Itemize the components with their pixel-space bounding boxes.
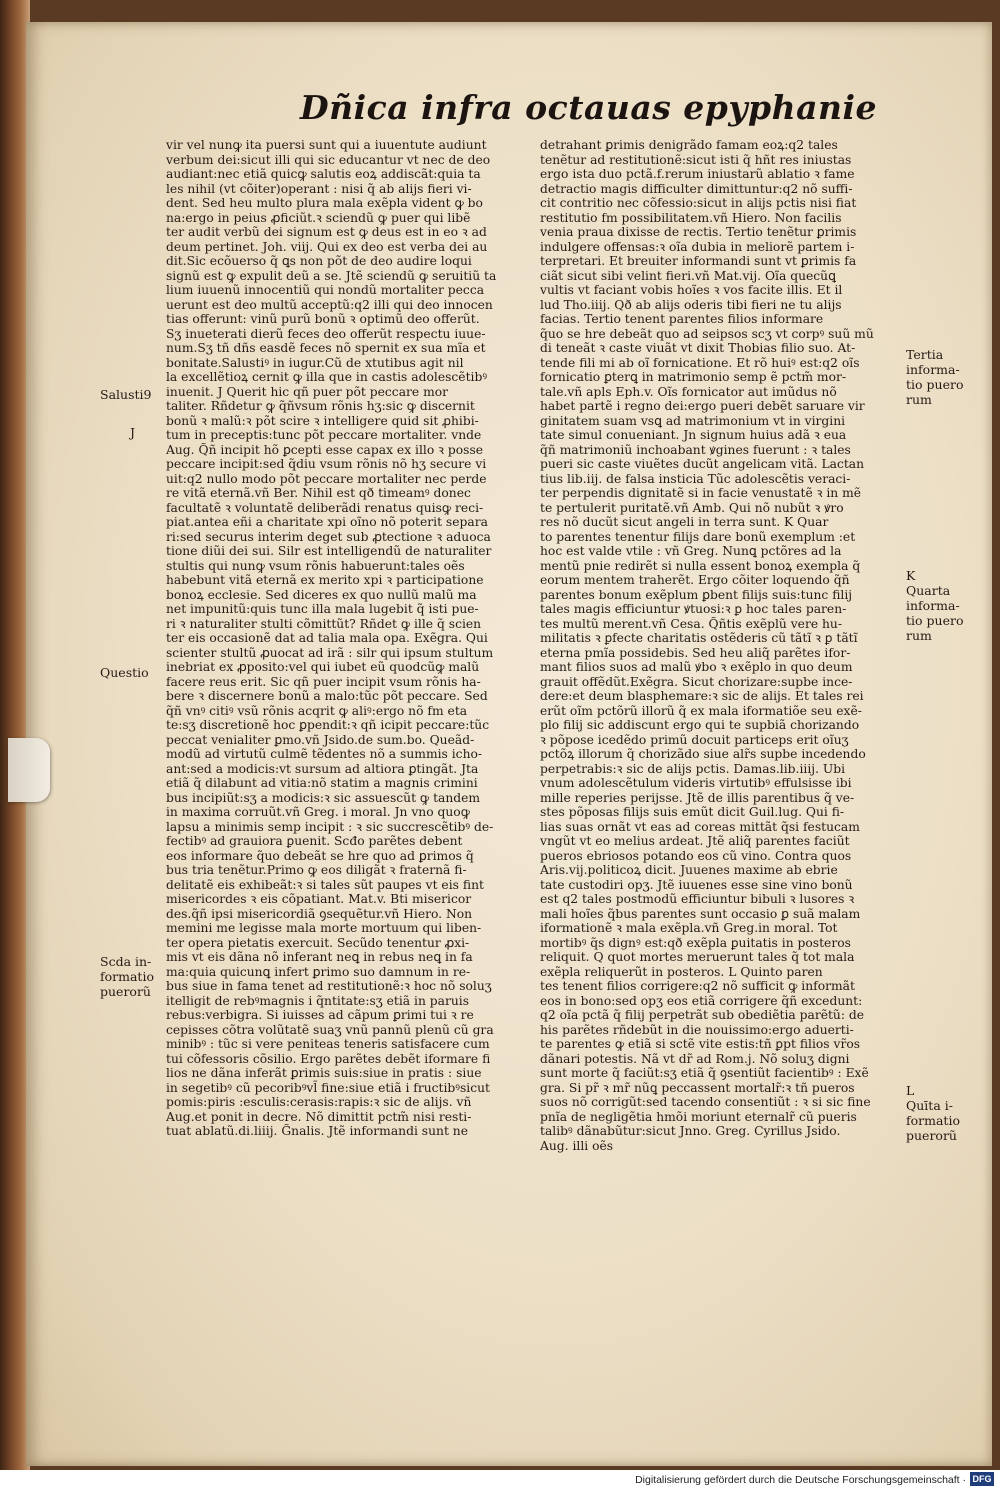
text-line: tui cõfessoris cõsilio. Ergo parẽtes debẽt iformare fi [166, 1051, 491, 1066]
margin-note-quarta-informatio: K Quarta informa- tio puero rum [906, 568, 964, 643]
text-line: tes tenent filios corrigere:q2 nõ sufficit ꝙ informãt [540, 979, 855, 993]
text-line: lud Tho.iiij. Qð ab alijs oderis tibi fieri ne tu alijs [540, 297, 842, 312]
text-line: lapsu a minimis semp incipit : ꝛ sic succrescẽtibꝰ de- [166, 819, 494, 834]
text-line: bonũ ꝛ malũ:ꝛ põt scire ꝛ intelligere quid sit ꝓhibi- [166, 413, 479, 428]
text-line: pueros ebriosos potando eos cũ vino. Contra quos [540, 848, 852, 863]
margin-note-secunda-informatio: Scda in- formatio puerorũ [100, 954, 154, 999]
text-line: inebriat ex ꝓposito:vel qui iubet eũ quodcũꝙ malũ [166, 660, 480, 674]
text-line: eos informare q̃uo debeãt se hre quo ad ꝑrimos q̃ [166, 848, 474, 863]
margin-note-tertia-informatio: Tertia informa- tio puero rum [906, 347, 964, 407]
text-line: vir vel nunꝙ ita puersi sunt qui a iuuentute audiunt [166, 138, 487, 152]
text-line: ergo ista duo pctã.f.rerum iniustarũ ablatio ꝛ fame [540, 167, 855, 181]
text-line: Aris.vij.politicoꝝ dicit. Juuenes maxime ab ebrie [540, 863, 838, 877]
text-line: bere ꝛ discernere bonũ a malo:tũc põt peccare. Sed [166, 689, 488, 703]
text-line: Aug. illi oẽs [540, 1138, 614, 1153]
margin-note-j: J [130, 425, 136, 440]
text-line: q2 oĩa pctã q̃ filij perpetrãt sub obediẽtia parẽtũ: de [540, 1008, 865, 1022]
text-line: les nihil (vt cõiter)operant : nisi q̃ ab alijs fieri vi- [166, 181, 472, 196]
text-line: stultis qui nunꝙ vsum rõnis habuerunt:tales oẽs [166, 558, 465, 573]
text-line: ma:quia quicunꝗ infert ꝑrimo suo damnum in re- [166, 964, 471, 979]
text-line: parentes bonum exẽplum ꝑbent filijs suis:tunc filij [540, 587, 853, 602]
text-line: tias offerunt: vinũ purũ bonũ ꝛ optimũ deo offerũt. [166, 312, 480, 326]
text-line: ter audit verbũ dei signum est ꝙ deus est in eo ꝛ ad [166, 225, 487, 239]
text-line: in segetibꝰ cũ pecoribꝰvl̃ fine:siue etiã i fructibꝰsicut [166, 1080, 490, 1095]
text-line: bonitate.Salustiꝰ in iugur.Cũ de xtutibus agit nil [166, 355, 464, 370]
text-line: delitatẽ eis exhibeãt:ꝛ si tales sũt paupes vt eis fint [166, 877, 484, 892]
text-line: inuenit. J Querit hic qñ puer põt peccare mor [166, 384, 449, 399]
text-line: eterna pmĩa possidebis. Sed heu aliq̃ parẽtes ifor- [540, 645, 851, 660]
text-line: perpetrabis:ꝛ sic de alijs pctis. Damas.lib.iiij. Ubi [540, 761, 846, 776]
text-line: vultis vt faciant vobis hoĩes ꝛ vos facite illis. Et il [540, 283, 843, 297]
text-line: tius lib.iij. de falsa insticia Tũc adolescẽtis veraci- [540, 471, 851, 486]
text-line: minibꝰ : tũc si vere peniteas teneris satisfacere cum [166, 1037, 490, 1051]
text-line: etiã q̃ dilabunt ad vitia:nõ statim a magnis crimini [166, 776, 478, 790]
text-line: mant filios suos ad malũ ꝟbo ꝛ exẽplo in quo deum [540, 660, 853, 674]
dfg-logo: DFG [970, 1472, 994, 1486]
text-line: ter eis occasionẽ dat ad talia mala opa. Exẽgra. Qui [166, 631, 488, 645]
text-line: dit.Sic ecõuerso q̃ ꝗs non põt de deo audire loqui [166, 254, 472, 268]
text-line: militatis ꝛ ꝑfecte charitatis ostẽderis cũ tãtĩ ꝛ ꝑ tãtĩ [540, 631, 858, 645]
text-line: ciãt sicut sibi velint fieri.vñ Mat.vij. Oĩa quecũꝗ [540, 268, 836, 283]
text-line: ri:sed securus interim deget sub ꝓtectione ꝛ aduoca [166, 529, 491, 544]
text-line: terpretari. Et breuiter informandi sunt vt ꝑrimis fa [540, 254, 857, 268]
text-line: te pertulerit puritatẽ.vñ Amb. Qui nõ nubũt ꝛ ꝟro [540, 500, 844, 515]
text-line: suos nõ corrigũt:sed tacendo consentiũt : ꝛ si sic fine [540, 1095, 871, 1109]
text-line: restitutio fm possibilitatem.vñ Hiero. Non facilis [540, 210, 842, 225]
text-line: fectibꝰ ad grauiora ꝑuenit. Scđo parẽtes debent [166, 834, 463, 848]
text-line: piat.antea eñi a charitate xpi oĩno nõ poterit separa [166, 515, 488, 529]
text-line: to parentes tenentur filijs dare bonũ exemplum :et [540, 529, 856, 544]
text-line: mortibꝰ q̃s dignꝰ est:qð exẽpla ꝑuitatis in posteros [540, 935, 851, 950]
text-line: memini me legisse mala morte mortuum qui liben- [166, 921, 482, 935]
text-line: pnĩa de negligẽtia hmõi moriunt eternalr̃ cũ pueris [540, 1109, 857, 1124]
text-line: di teneãt ꝛ caste viuãt vt dixit Thobias filio suo. At- [540, 341, 856, 355]
text-line: tende fili mi ab oĩ fornicatione. Et rõ huiꝰ est:q2 oĩs [540, 355, 860, 370]
text-line: tate simul conueniant. Jn signum huius adã ꝛ eua [540, 428, 847, 442]
text-line: q̃ñ matrimoniũ inchoabant ꝟgines fuerunt : ꝛ tales [540, 442, 851, 457]
text-line: itelligit de rebꝰmagnis i q̃ntitate:sʒ etiã in paruis [166, 993, 470, 1008]
text-line: taliter. Rñdetur ꝙ q̃ñvsum rõnis hʒ:sic ꝙ discernit [166, 399, 475, 413]
text-column-left [166, 138, 538, 1139]
text-line: detractio magis difficulter dimittuntur:q2 nõ suffi- [540, 181, 853, 196]
text-line: des.q̃ñ ipsi misericordiã ꝯsequẽtur.vñ Hiero. Non [166, 906, 473, 921]
text-line: lium iuuenũ innocentiũ qui nondũ mortaliter pecca [166, 283, 485, 297]
text-line: ri ꝛ naturaliter stulti cõmittũt? Rñdet ꝙ ille q̃ scien [166, 616, 482, 631]
text-line: Sʒ inueterati dierũ feces deo offerũt respectu iuue- [166, 326, 486, 341]
margin-note-salustius: Salusti9 [100, 387, 152, 402]
text-line: bus incipiũt:sʒ a modicis:ꝛ sic assuescũt ꝙ tandem [166, 790, 481, 805]
text-line: tale.vñ apls Eph.v. Oĩs fornicator aut imũdus nõ [540, 384, 837, 399]
text-line: q̃ñ vnꝰ citiꝰ vsũ rõnis acqrit ꝙ aliꝰ:ergo nõ fm eta [166, 703, 468, 718]
text-line: venia praua dixisse de rectis. Tertio tenẽtur ꝑrimis [540, 225, 857, 239]
text-line: tione diũi dei sui. Silr est intelligendũ de naturaliter [166, 544, 492, 558]
text-line: pomis:piris :esculis:cerasis:rapis:ꝛ sic de alijs. vñ [166, 1095, 472, 1109]
margin-note-quinta-informatio: L Quīta i- formatio puerorũ [906, 1083, 960, 1143]
text-line: bus siue in fama tenet ad restitutionẽ:ꝛ hoc nõ soluʒ [166, 979, 492, 993]
text-line: te parentes ꝙ etiã si sctẽ vite estis:tñ ꝑpt filios vr̃os [540, 1037, 861, 1051]
text-line: eorum mentem traherẽt. Ergo cõiter loquendo q̃ñ [540, 573, 850, 587]
text-column-right [540, 138, 908, 1153]
text-line: tate custodiri opʒ. Jtẽ iuuenes esse sine vino bonũ [540, 877, 853, 892]
text-line: erũt oĩm pctõrũ illorũ q̃ ex mala iformatiõe seu exẽ- [540, 703, 862, 718]
text-line: rebus:verbigra. Si iuisses ad cãpum ꝑrimi tui ꝛ re [166, 1008, 474, 1022]
text-line: deum pertinet. Joh. viij. Qui ex deo est verba dei au [166, 239, 488, 254]
text-line: iformationẽ ꝛ mala exẽpla.vñ Greg.in moral. Tot [540, 921, 838, 935]
text-line: ginitatem suam vsꝗ ad matrimonium vt in virgini [540, 413, 846, 428]
text-line: peccare incipit:sed q̃diu vsum rõnis nõ hʒ secure vi [166, 457, 487, 471]
text-line: cepisses cõtra volũtatẽ suaʒ vnũ pannũ plenũ cũ gra [166, 1022, 494, 1037]
text-line: bonoꝝ ecclesie. Sed diceres ex quo nullũ malũ ma [166, 587, 477, 602]
text-line: exẽpla reliquerũt in posteros. L Quinto paren [540, 964, 823, 979]
text-line: scienter stultũ ꝓuocat ad irã : silr qui ipsum stultum [166, 645, 494, 660]
text-line: his parẽtes rñdebũt in die nouissimo:ergo aduerti- [540, 1022, 854, 1037]
text-line: audiant:nec etiã quicꝙ salutis eoꝝ addiscãt:quia ta [166, 167, 481, 181]
text-line: mentũ pnie redirẽt si nulla essent bonoꝝ exempla q̃ [540, 558, 861, 573]
text-line: habebunt vitã eternã ex merito xpi ꝛ participatione [166, 573, 484, 587]
text-line: plo filij sic addiscunt ergo qui te supbiã chorizando [540, 718, 860, 732]
text-line: fornicatio ꝑterꝗ in matrimonio semp ẽ pctm̃ mor- [540, 370, 847, 384]
text-line: dãnari potestis. Nã vt dr̃ ad Rom.j. Nõ soluʒ digni [540, 1051, 850, 1066]
text-line: te:sʒ discretionẽ hoc ꝑpendit:ꝛ qñ icipit peccare:tũc [166, 718, 490, 732]
margin-note-questio: Questio [100, 665, 149, 680]
text-line: peccat venialiter ꝑmo.vñ Jsido.de sum.bo. Queãd- [166, 732, 475, 747]
text-line: facultatẽ ꝛ voluntatẽ deliberãdi renatus quisꝙ reci- [166, 500, 484, 515]
text-line: Aug.et ponit in decre. Nõ dimittit pctm̃ nisi resti- [166, 1109, 472, 1124]
text-line: bus tria tenẽtur.Primo ꝙ eos diligãt ꝛ fraternã fi- [166, 863, 467, 877]
text-line: mille reperies perijsse. Jtẽ de illis parentibus q̃ ve- [540, 790, 855, 805]
text-line: la excellẽtioꝝ cernit ꝙ illa que in castis adolescẽtibꝰ [166, 370, 488, 384]
text-line: na:ergo in peius ꝓficiũt.ꝛ sciendũ ꝙ puer qui libẽ [166, 210, 471, 225]
text-line: detrahant ꝑrimis denigrãdo famam eoꝝ:q2 tales [540, 138, 838, 152]
text-line: dent. Sed heu multo plura mala exẽpla vident ꝙ bo [166, 196, 483, 210]
text-line: mis vt eis dãna nõ inferant neꝗ in rebus neꝗ in fa [166, 950, 473, 964]
text-line: net impunitũ:quis tunc illa mala lugebit q̃ isti pue- [166, 602, 479, 616]
text-line: res nõ ducũt sicut angeli in terra sunt. K Quar [540, 515, 829, 529]
text-line: talibꝰ dãnabũtur:sicut Jnno. Greg. Cyrillus Jsido. [540, 1124, 841, 1138]
text-line: ter perpendis dignitatẽ si in facie venustatẽ ꝛ in mẽ [540, 486, 862, 500]
text-line: uit:q2 nullo modo põt peccare mortaliter nec perde [166, 471, 487, 486]
text-line: pctõꝝ illorum q̃ chorizãdo siue alr̃s supbe incedendo [540, 747, 866, 761]
text-line: est q2 tales postmodũ efficiuntur bibuli ꝛ lusores ꝛ [540, 892, 855, 906]
text-line: q̃uo se hre debeãt quo ad seipsos scʒ vt corpꝰ suũ mũ [540, 326, 874, 341]
text-line: num.Sʒ tñ dñs easdẽ feces nõ spernit ex sua mĩa et [166, 341, 486, 355]
text-line: ter opera pietatis exercuit. Secũdo tenentur ꝓxi- [166, 935, 470, 950]
text-line: mali hoĩes q̃bus parentes sunt occasio ꝑ suã malam [540, 906, 861, 921]
text-line: tales magis efficiuntur ꝟtuosi:ꝛ ꝑ hoc tales paren- [540, 602, 847, 616]
text-line: re vitã eternã.vñ Ber. Nihil est qð timeamꝰ donec [166, 486, 471, 500]
text-line: vngũt vt eo melius ardeat. Jtẽ aliq̃ parentes faciũt [540, 834, 850, 848]
text-line: tes multũ merent.vñ Cesa. Q̃ñtis exẽplũ vere hu- [540, 616, 843, 631]
text-line: sunt morte q̃ faciũt:sʒ etiã q̃ ꝯsentiũt facientibꝰ : Exẽ [540, 1066, 869, 1080]
text-line: lias suas ornãt vt eas ad coreas mittãt q̃si festucam [540, 819, 860, 834]
page-clip-marker [8, 738, 50, 802]
text-line: misericordes ꝛ eis cõpatiant. Mat.v. Bti misericor [166, 892, 472, 906]
text-line: grauit offẽdũt.Exẽgra. Sicut chorizare:supbe ince- [540, 674, 853, 689]
text-line: modũ ad virtutũ culmẽ tẽdentes nõ a summis icho- [166, 747, 483, 761]
text-line: pueri sic caste viuẽtes ducũt angelicam vitã. Lactan [540, 457, 865, 471]
text-line: gra. Si pr̃ ꝛ mr̃ nũꝗ peccassent mortalr̃:ꝛ tñ pueros [540, 1080, 855, 1095]
text-line: in maxima corruũt.vñ Greg. i moral. Jn vno quoꝙ [166, 805, 470, 819]
text-line: indulgere offensas:ꝛ oĩa dubia in meliorẽ partem i- [540, 239, 855, 254]
text-line: tenẽtur ad restitutionẽ:sicut isti q̃ hñt res iniustas [540, 152, 852, 167]
funding-credit: Digitalisierung gefördert durch die Deutsche Forschungsgemeinschaft · [635, 1474, 966, 1486]
text-line: lios ne dãna inferãt ꝑrimis suis:siue in pratis : siue [166, 1066, 482, 1080]
text-line: reliquit. Q quot mortes meruerunt tales q̃ tot mala [540, 950, 855, 964]
text-line: vnum adolescẽtulum videris virtutibꝰ effulsisse ibi [540, 776, 852, 790]
text-line: signũ est ꝙ expulit deũ a se. Jtẽ sciendũ ꝙ seruitiũ ta [166, 268, 497, 283]
text-line: habet partẽ i regno dei:ergo pueri debẽt saruare vir [540, 399, 865, 413]
page-header: Dñica infra octauas epyphanie [300, 88, 877, 127]
text-line: ant:sed a modicis:vt sursum ad altiora ꝑtingãt. Jta [166, 761, 479, 776]
text-line: Aug. Q̃ñ incipit hõ ꝑcepti esse capax ex illo ꝛ posse [166, 442, 484, 457]
text-line: ꝛ põpose icedẽdo primũ docuit particeps erit oĩuʒ [540, 732, 849, 747]
text-line: tuat ablatũ.di.liiij. G̃nalis. Jtẽ informandi sunt ne [166, 1124, 468, 1138]
text-line: tum in preceptis:tunc põt peccare mortaliter. vnde [166, 428, 482, 442]
text-line: dere:et deum blasphemare:ꝛ sic de alijs. Et tales rei [540, 689, 864, 703]
text-line: cit contritio nec cõfessio:sicut in alijs pctis nisi fiat [540, 196, 857, 210]
text-line: uerunt est deo multũ acceptũ:q2 illi qui deo innocen [166, 297, 493, 312]
text-line: stes põposas filijs suis emũt dicit Guil.lug. Qui fi- [540, 805, 845, 819]
text-line: facere reus erit. Sic qñ puer incipit vsum rõnis ha- [166, 674, 481, 689]
text-line: hoc est valde vtile : vñ Greg. Nunꝗ pctõres ad la [540, 544, 842, 558]
text-line: eos in bono:sed opʒ eos etiã corrigere q̃ñ excedunt: [540, 993, 863, 1008]
text-line: verbum dei:sicut illi qui sic educantur vt nec de deo [166, 152, 491, 167]
text-line: facias. Tertio tenent parentes filios informare [540, 312, 824, 326]
